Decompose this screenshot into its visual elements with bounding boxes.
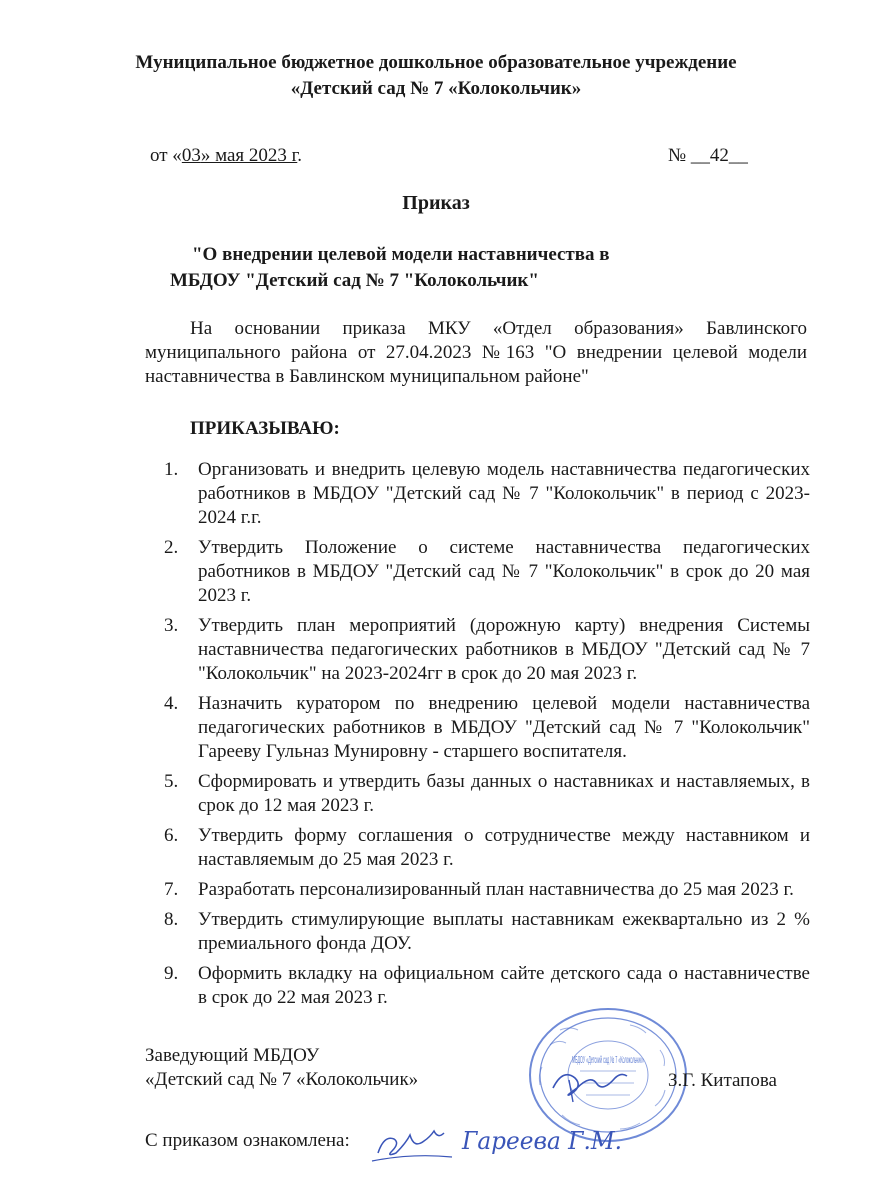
order-item [160,878,810,902]
item-text: Сформировать и утвердить базы данных о наставниках и наставляемых, в срок до 12 мая 2023 г. [198,771,810,816]
item-number: 7. [164,879,179,900]
ack-handwritten-name: Гареева Г.М. [461,1127,622,1155]
head-signature-stroke [553,1074,627,1095]
item-text: Организовать и внедрить целевую модель наставничества педагогических работников в МБДОУ "Детский сад № 7 "Колокольчик" в период с 2023- 2024 г.г. [198,459,810,528]
item-text: Назначить куратором по внедрению целевой модели наставничества педагогических работников в МБДОУ "Детский сад № 7 "Колокольчик" Гарееву Гульназ Мунировну - старшего воспитателя. [198,693,810,762]
item-number: 2. [164,537,179,558]
stamp-center-text: МБДОУ «Детский сад № 7 «Колокольчик» [572,1055,645,1066]
order-date [150,143,302,169]
organization-name-line2: «Детский сад № 7 «Колокольчик» [290,78,582,99]
order-item [160,770,810,818]
subject-line2: МБДОУ "Детский сад № 7 "Колокольчик" [170,270,539,291]
date-suffix: . [297,145,303,166]
order-basis: На основании приказа МКУ «Отдел образования» Бавлинского муниципального района от 27.04.2023 №163 "О внедрении целевой модели наставничества в Бавлинском муниципальном районе" [145,318,807,387]
acknowledgement-label: С приказом ознакомлена: [145,1130,350,1151]
item-text: Утвердить форму соглашения о сотрудничестве между наставником и наставляемым до 25 мая 2023 г. [198,825,810,870]
signatory-position [145,1044,418,1092]
signatory-name: З.Г. Китапова [668,1070,777,1091]
item-text: Утвердить план мероприятий (дорожную карту) внедрения Системы наставничества педагогических работников в МБДОУ "Детский сад № 7 "Колокольчик" на 2023-2024гг в срок до 20 мая 2023 г. [198,615,810,684]
ack-initials-stroke [378,1131,444,1155]
number-prefix: № [668,145,691,166]
order-item [160,962,810,1010]
item-text: Оформить вкладку на официальном сайте детского сада о наставничестве в срок до 22 мая 2023 г. [198,963,810,1008]
organization-name-line1: Муниципальное бюджетное дошкольное образовательное учреждение [135,52,737,73]
item-number: 9. [164,963,179,984]
order-item [160,824,810,872]
item-text: Утвердить Положение о системе наставничества педагогических работников в МБДОУ "Детский сад № 7 "Колокольчик" в срок до 20 мая 2023 г. [198,537,810,606]
order-item [160,614,810,686]
organization-header [60,50,812,102]
item-number: 4. [164,693,179,714]
date-month-year: » мая 2023 г [200,145,298,166]
head-signature [545,1050,635,1110]
order-subject [170,242,670,294]
order-item [160,908,810,956]
acknowledgement-signature [370,1115,640,1170]
order-word: ПРИКАЗЫВАЮ: [190,418,340,439]
order-number [668,143,748,169]
number-value: __42__ [690,145,748,166]
date-prefix: от « [150,145,182,166]
subject-line1: "О внедрении целевой модели наставничества в [192,244,610,265]
item-number: 3. [164,615,179,636]
item-text: Утвердить стимулирующие выплаты наставникам ежеквартально из 2 % премиального фонда ДОУ. [198,909,810,954]
item-number: 6. [164,825,179,846]
signatory-position-line2: «Детский сад № 7 «Колокольчик» [145,1069,419,1090]
item-text: Разработать персонализированный план наставничества до 25 мая 2023 г. [198,879,794,900]
item-number: 1. [164,459,179,480]
date-day: 03 [181,145,201,166]
signatory-position-line1: Заведующий МБДОУ [145,1045,320,1066]
order-item [160,458,810,530]
item-number: 8. [164,909,179,930]
document-title: Приказ [402,192,470,214]
item-number: 5. [164,771,179,792]
order-items-list [160,458,810,1016]
order-item [160,536,810,608]
order-item [160,692,810,764]
